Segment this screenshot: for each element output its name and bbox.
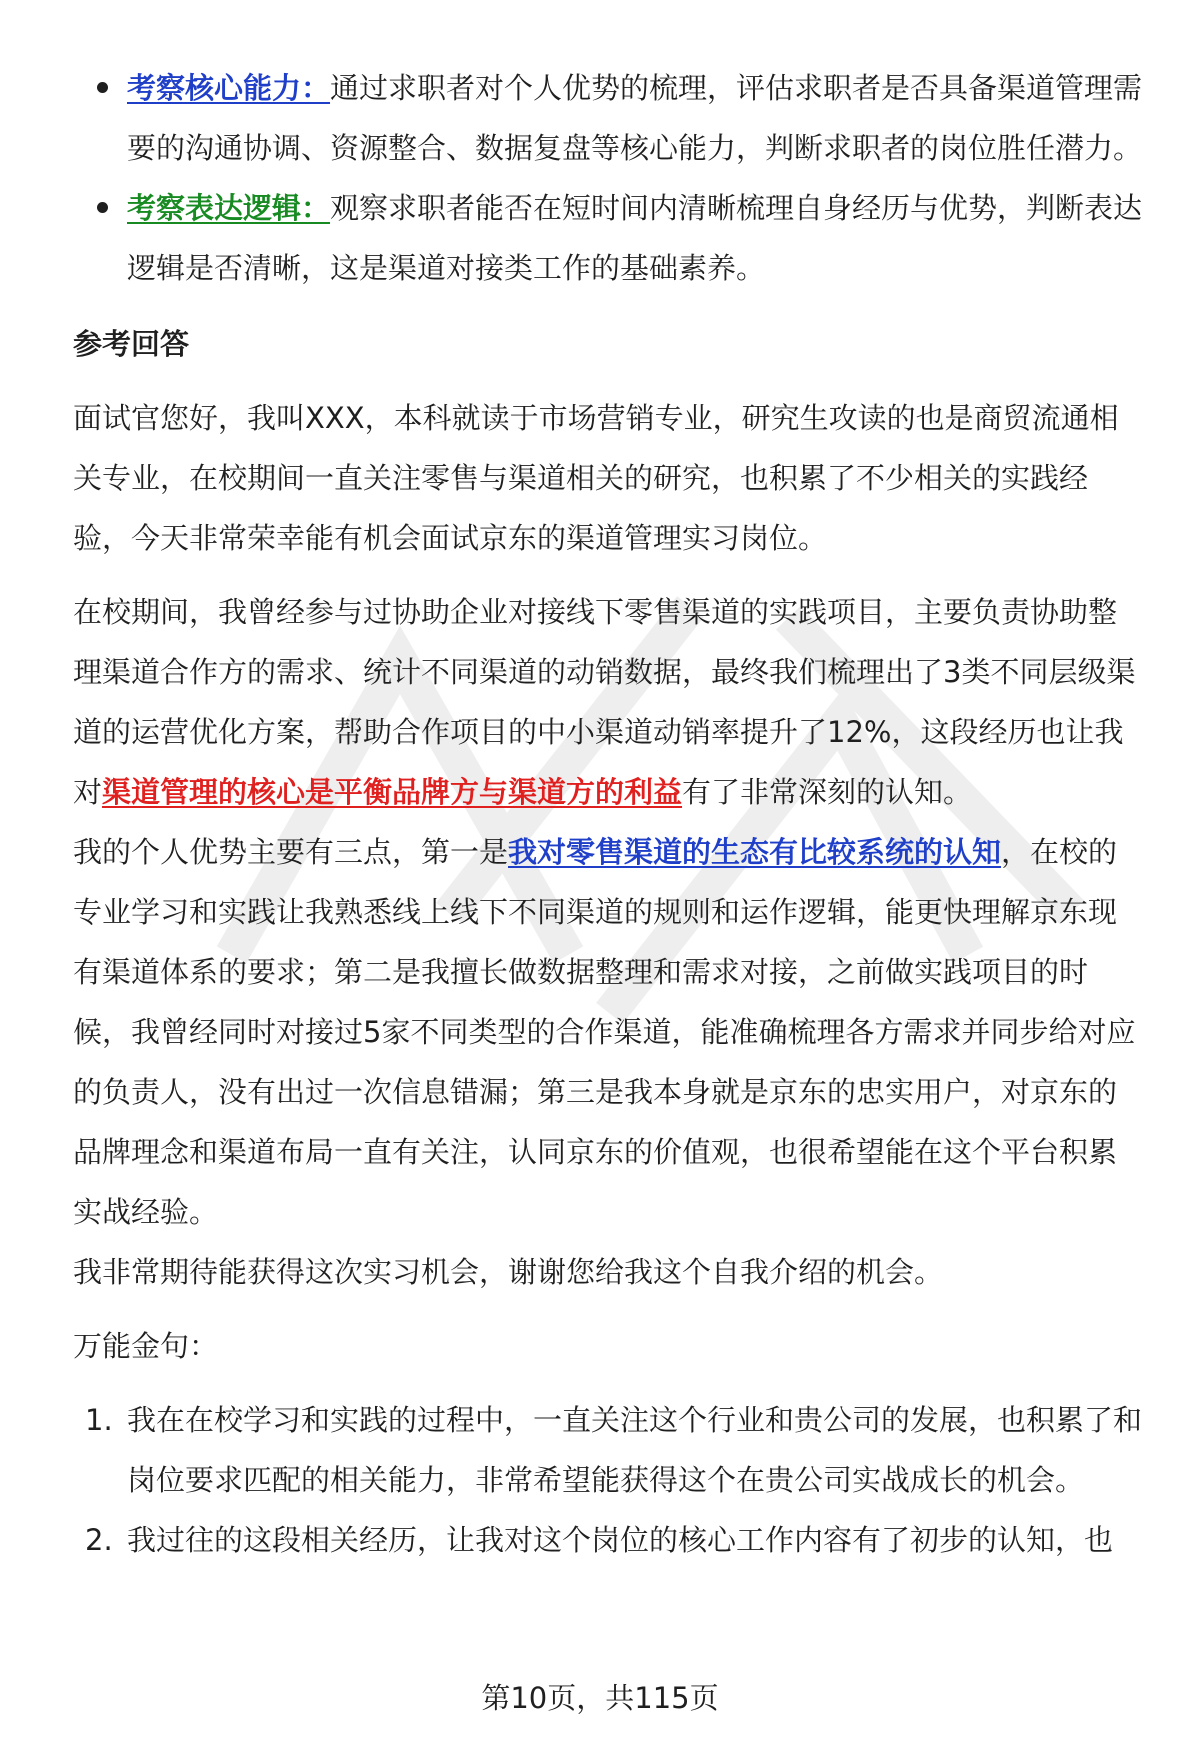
bullet-dot-icon — [97, 82, 108, 93]
criteria-list — [73, 58, 1143, 298]
criteria-item-core-ability — [73, 58, 1143, 178]
golden-sentence-text: 我在在校学习和实践的过程中，一直关注这个行业和贵公司的发展，也积累了和岗位要求匹配的相关能力，非常希望能获得这个在贵公司实战成长的机会。 — [127, 1403, 1143, 1497]
criteria-text: 观察求职者能否在短时间内清晰梳理自身经历与优势，判断表达逻辑是否清晰，这是渠道对接类工作的基础素养。 — [127, 191, 1143, 285]
paragraph-text: 我的个人优势主要有三点，第一是 — [73, 835, 509, 869]
golden-sentence-item — [73, 1390, 1143, 1510]
document-page — [73, 58, 1143, 1570]
answer-paragraph-experience — [73, 582, 1143, 822]
highlight-blue: 我对零售渠道的生态有比较系统的认知 — [508, 835, 1002, 869]
paragraph-text: 在校期间，我曾经参与过协助企业对接线下零售渠道的实践项目，主要负责协助整理渠道合作方的需求、统计不同渠道的动销数据，最终我们梳理出了3类不同层级渠道的运营优化方案，帮助合作项目的中小渠道动销率提升了12%，这段经历也让我对 — [73, 595, 1136, 809]
answer-paragraph-intro: 面试官您好，我叫XXX，本科就读于市场营销专业，研究生攻读的也是商贸流通相关专业，在校期间一直关注零售与渠道相关的研究，也积累了不少相关的实践经验，今天非常荣幸能有机会面试京东的渠道管理实习岗位。 — [73, 401, 1119, 555]
criteria-text: 通过求职者对个人优势的梳理，评估求职者是否具备渠道管理需要的沟通协调、资源整合、数据复盘等核心能力，判断求职者的岗位胜任潜力。 — [127, 71, 1143, 165]
golden-sentence-text: 我过往的这段相关经历，让我对这个岗位的核心工作内容有了初步的认知，也 — [127, 1523, 1114, 1557]
paragraph-text: 有了非常深刻的认知。 — [682, 775, 973, 809]
golden-sentences-title: 万能金句： — [73, 1329, 219, 1363]
page-footer: 第10页，共115页 — [481, 1681, 719, 1715]
golden-sentences-list — [73, 1390, 1143, 1570]
criteria-keyword: 考察核心能力： — [127, 71, 331, 105]
section-heading: 参考回答 — [73, 327, 190, 361]
criteria-item-expression-logic — [73, 178, 1143, 298]
list-number: 2. — [85, 1523, 113, 1557]
highlight-red: 渠道管理的核心是平衡品牌方与渠道方的利益 — [102, 775, 683, 809]
criteria-keyword: 考察表达逻辑： — [127, 191, 331, 225]
answer-paragraph-strengths — [73, 822, 1143, 1242]
bullet-dot-icon — [97, 202, 108, 213]
list-number: 1. — [85, 1403, 113, 1437]
golden-sentence-item — [73, 1510, 1143, 1570]
paragraph-text: ，在校的专业学习和实践让我熟悉线上线下不同渠道的规则和运作逻辑，能更快理解京东现有渠道体系的要求；第二是我擅长做数据整理和需求对接，之前做实践项目的时候，我曾经同时对接过5家不同类型的合作渠道，能准确梳理各方需求并同步给对应的负责人，没有出过一次信息错漏；第三是我本身就是京东的忠实用户，对京东的品牌理念和渠道布局一直有关注，认同京东的价值观，也很希望能在这个平台积累实战经验。 — [73, 835, 1136, 1229]
answer-paragraph-closing: 我非常期待能获得这次实习机会，谢谢您给我这个自我介绍的机会。 — [73, 1255, 944, 1289]
